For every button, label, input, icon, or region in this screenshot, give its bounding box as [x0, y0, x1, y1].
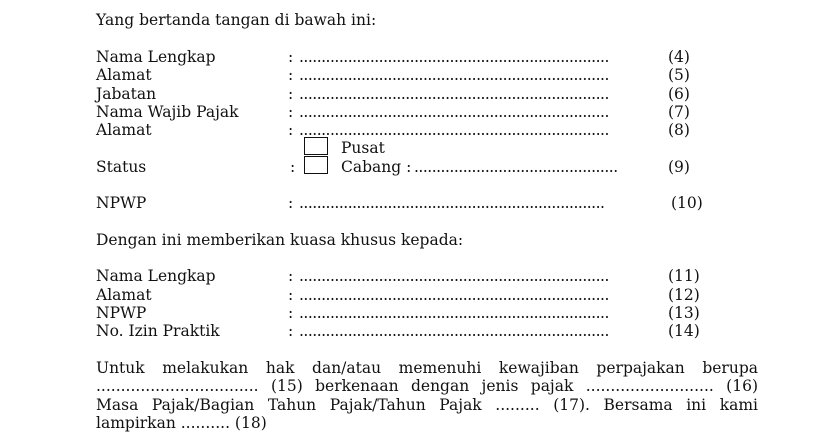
field-number: (14)	[668, 322, 700, 340]
fill-in-dots-nama-lengkap-kuasa[interactable]: ......................................................................	[299, 267, 609, 285]
fill-in-dots-cabang[interactable]: ..............................................	[414, 158, 618, 176]
option-label-pusat: Pusat	[341, 139, 385, 157]
field-number: (13)	[668, 304, 700, 322]
field-colon: :	[288, 103, 294, 121]
field-colon: :	[288, 286, 294, 304]
field-label-npwp: NPWP	[96, 194, 147, 212]
option-label-cabang: Cabang :	[341, 158, 412, 176]
field-colon: :	[288, 85, 294, 103]
field-colon: :	[288, 66, 294, 84]
field-colon: :	[288, 48, 294, 66]
field-number: (6)	[668, 85, 690, 103]
field-number: (5)	[668, 66, 690, 84]
field-label-alamat: Alamat	[96, 66, 152, 84]
field-label-nama-lengkap: Nama Lengkap	[96, 48, 216, 66]
fill-in-dots-alamat-kuasa[interactable]: ......................................................................	[299, 286, 609, 304]
fill-in-dots-nama-wajib-pajak[interactable]: ......................................................................	[299, 103, 609, 121]
field-colon: :	[290, 158, 296, 176]
paragraph-line-2: ................................. (15) berkenaan dengan jenis pajak .......................... (16)	[96, 377, 758, 395]
field-label-alamat-kuasa: Alamat	[96, 286, 152, 304]
fill-in-dots-alamat-wajib-pajak[interactable]: ......................................................................	[299, 121, 609, 139]
field-label-npwp-kuasa: NPWP	[96, 304, 147, 322]
field-label-alamat-wajib-pajak: Alamat	[96, 121, 152, 139]
fill-in-dots-nama-lengkap[interactable]: ......................................................................	[299, 48, 609, 66]
kuasa-intro-text: Dengan ini memberikan kuasa khusus kepada:	[96, 231, 464, 249]
field-number: (12)	[668, 286, 700, 304]
fill-in-dots-no-izin-praktik[interactable]: ......................................................................	[299, 322, 609, 340]
fill-in-dots-jabatan[interactable]: ......................................................................	[299, 85, 609, 103]
paragraph-line-4: lampirkan .......... (18)	[96, 414, 267, 432]
field-number: (10)	[671, 194, 703, 212]
field-number: (7)	[668, 103, 690, 121]
field-number: (11)	[668, 267, 700, 285]
field-label-nama-wajib-pajak: Nama Wajib Pajak	[96, 103, 239, 121]
paragraph-line-3: Masa Pajak/Bagian Tahun Pajak/Tahun Pajak ......... (17). Bersama ini kami	[96, 396, 758, 414]
field-colon: :	[288, 304, 294, 322]
field-label-nama-lengkap-kuasa: Nama Lengkap	[96, 267, 216, 285]
field-colon: :	[288, 121, 294, 139]
field-label-no-izin-praktik: No. Izin Praktik	[96, 322, 220, 340]
checkbox-pusat[interactable]	[304, 137, 328, 155]
field-colon: :	[288, 194, 294, 212]
field-number: (8)	[668, 121, 690, 139]
fill-in-dots-alamat[interactable]: ......................................................................	[299, 66, 609, 84]
field-number: (4)	[668, 48, 690, 66]
intro-text: Yang bertanda tangan di bawah ini:	[96, 11, 377, 29]
field-label-jabatan: Jabatan	[96, 85, 157, 103]
fill-in-dots-npwp[interactable]: .....................................................................	[299, 194, 605, 212]
checkbox-cabang[interactable]	[304, 156, 328, 174]
field-number: (9)	[668, 158, 690, 176]
field-colon: :	[288, 267, 294, 285]
field-colon: :	[288, 322, 294, 340]
field-label-status: Status	[96, 158, 147, 176]
fill-in-dots-npwp-kuasa[interactable]: ......................................................................	[299, 304, 609, 322]
paragraph-line-1: Untuk melakukan hak dan/atau memenuhi kewajiban perpajakan berupa	[96, 359, 758, 377]
